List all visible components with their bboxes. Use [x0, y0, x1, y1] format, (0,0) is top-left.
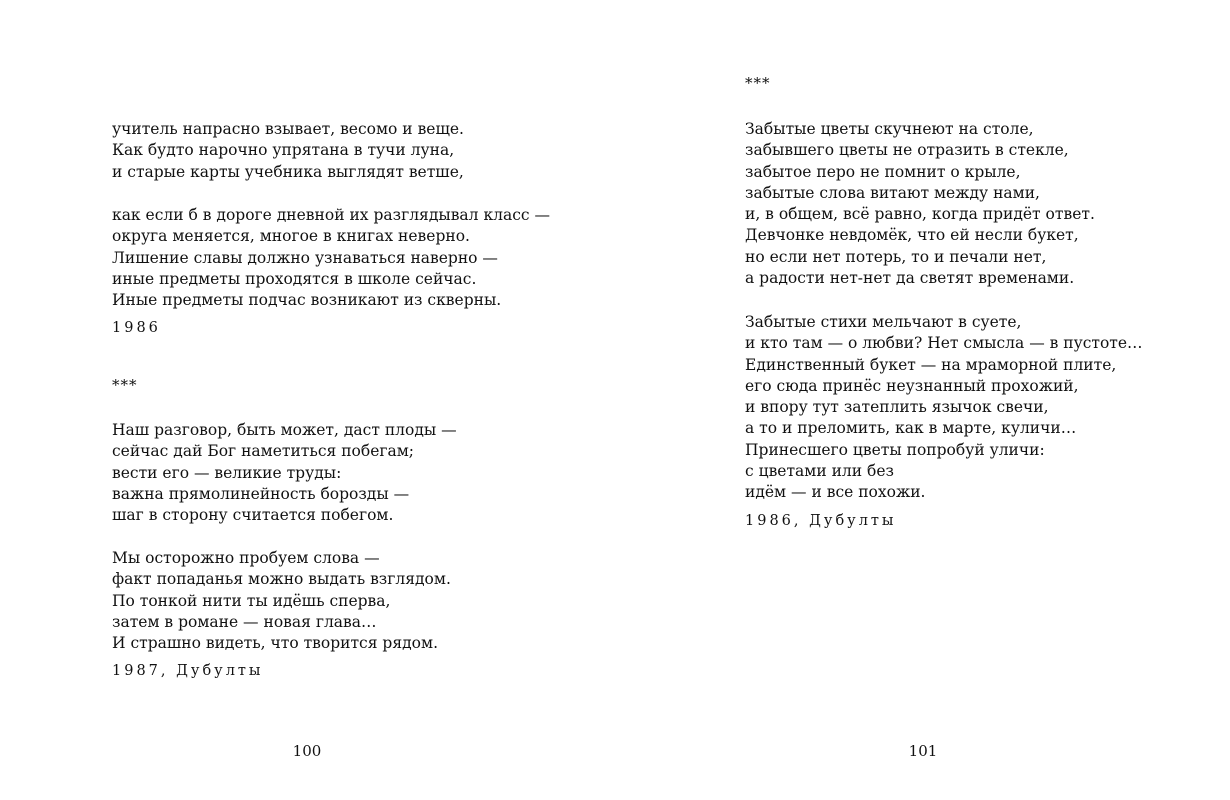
- poem-line: и, в общем, всё равно, когда придёт ответ.: [745, 205, 1095, 224]
- left-stanza-4: [112, 548, 451, 654]
- poem-line: вести его — великие труды:: [112, 463, 342, 482]
- poem-line: и кто там — о любви? Нет смысла — в пустоте…: [745, 334, 1143, 353]
- poem-line: а то и преломить, как в марте, куличи…: [745, 419, 1077, 438]
- poem-line: его сюда принёс неузнанный прохожий,: [745, 376, 1079, 395]
- poem-line: Забытые стихи мельчают в суете,: [745, 313, 1022, 331]
- poem-line: По тонкой нити ты идёшь сперва,: [112, 591, 391, 610]
- left-stanza-2: [112, 205, 550, 311]
- poem-line: Лишение славы должно узнаваться наверно —: [112, 248, 498, 267]
- right-stanza-2: [745, 312, 1143, 504]
- poem-line: Как будто нарочно упрятана в тучи луна,: [112, 141, 455, 160]
- poem-line: важна прямолинейность борозды —: [112, 484, 410, 503]
- poem-line: сейчас дай Бог наметиться побегам;: [112, 442, 415, 461]
- left-stanza-3: [112, 420, 457, 526]
- poem-line: забывшего цветы не отразить в стекле,: [745, 141, 1069, 160]
- poem-line: но если нет потерь, то и печали нет,: [745, 247, 1047, 266]
- poem-line: и впору тут затеплить язычок свечи,: [745, 398, 1049, 417]
- poem-line: шаг в сторону считается побегом.: [112, 506, 394, 525]
- poem-line: а радости нет-нет да светят временами.: [745, 269, 1075, 288]
- poem-line: Забытые цветы скучнеют на столе,: [745, 120, 1034, 138]
- poem-line: иные предметы проходятся в школе сейчас.: [112, 269, 477, 288]
- left-stanza-1: [112, 119, 464, 183]
- page-number: 101: [908, 742, 938, 760]
- poem-line: Иные предметы подчас возникают из скверны.: [112, 291, 502, 310]
- poem-line: как если б в дороге дневной их разглядывал класс —: [112, 206, 551, 224]
- poem-line: забытые слова витают между нами,: [745, 183, 1040, 202]
- poem-line: идём — и все похожи.: [745, 483, 926, 502]
- poem-line: Единственный букет — на мраморной плите,: [745, 355, 1117, 374]
- poem-separator: ***: [112, 376, 138, 394]
- poem-date: 1986: [112, 320, 161, 336]
- poem-line: Наш разговор, быть может, даст плоды —: [112, 421, 457, 439]
- page-number: 100: [292, 742, 322, 760]
- poem-line: и старые карты учебника выглядят ветше,: [112, 162, 464, 181]
- poem-line: факт попаданья можно выдать взглядом.: [112, 570, 451, 589]
- poem-line: учитель напрасно взывает, весомо и веще.: [112, 120, 464, 138]
- poem-line: забытое перо не помнит о крыле,: [745, 162, 1021, 181]
- poem-date: 1986, Дубулты: [745, 513, 897, 529]
- poem-line: Девчонке невдомёк, что ей несли букет,: [745, 226, 1079, 245]
- poem-line: затем в романе — новая глава…: [112, 612, 377, 631]
- poem-date: 1987, Дубулты: [112, 663, 264, 679]
- poem-line: Принесшего цветы попробуй уличи:: [745, 440, 1045, 459]
- right-page: [615, 0, 1230, 800]
- poem-line: Мы осторожно пробуем слова —: [112, 549, 380, 567]
- poem-separator: ***: [745, 74, 771, 92]
- poem-line: И страшно видеть, что творится рядом.: [112, 634, 438, 653]
- right-stanza-1: [745, 119, 1095, 289]
- poem-line: с цветами или без: [745, 462, 894, 481]
- poem-line: округа меняется, многое в книгах неверно.: [112, 227, 470, 246]
